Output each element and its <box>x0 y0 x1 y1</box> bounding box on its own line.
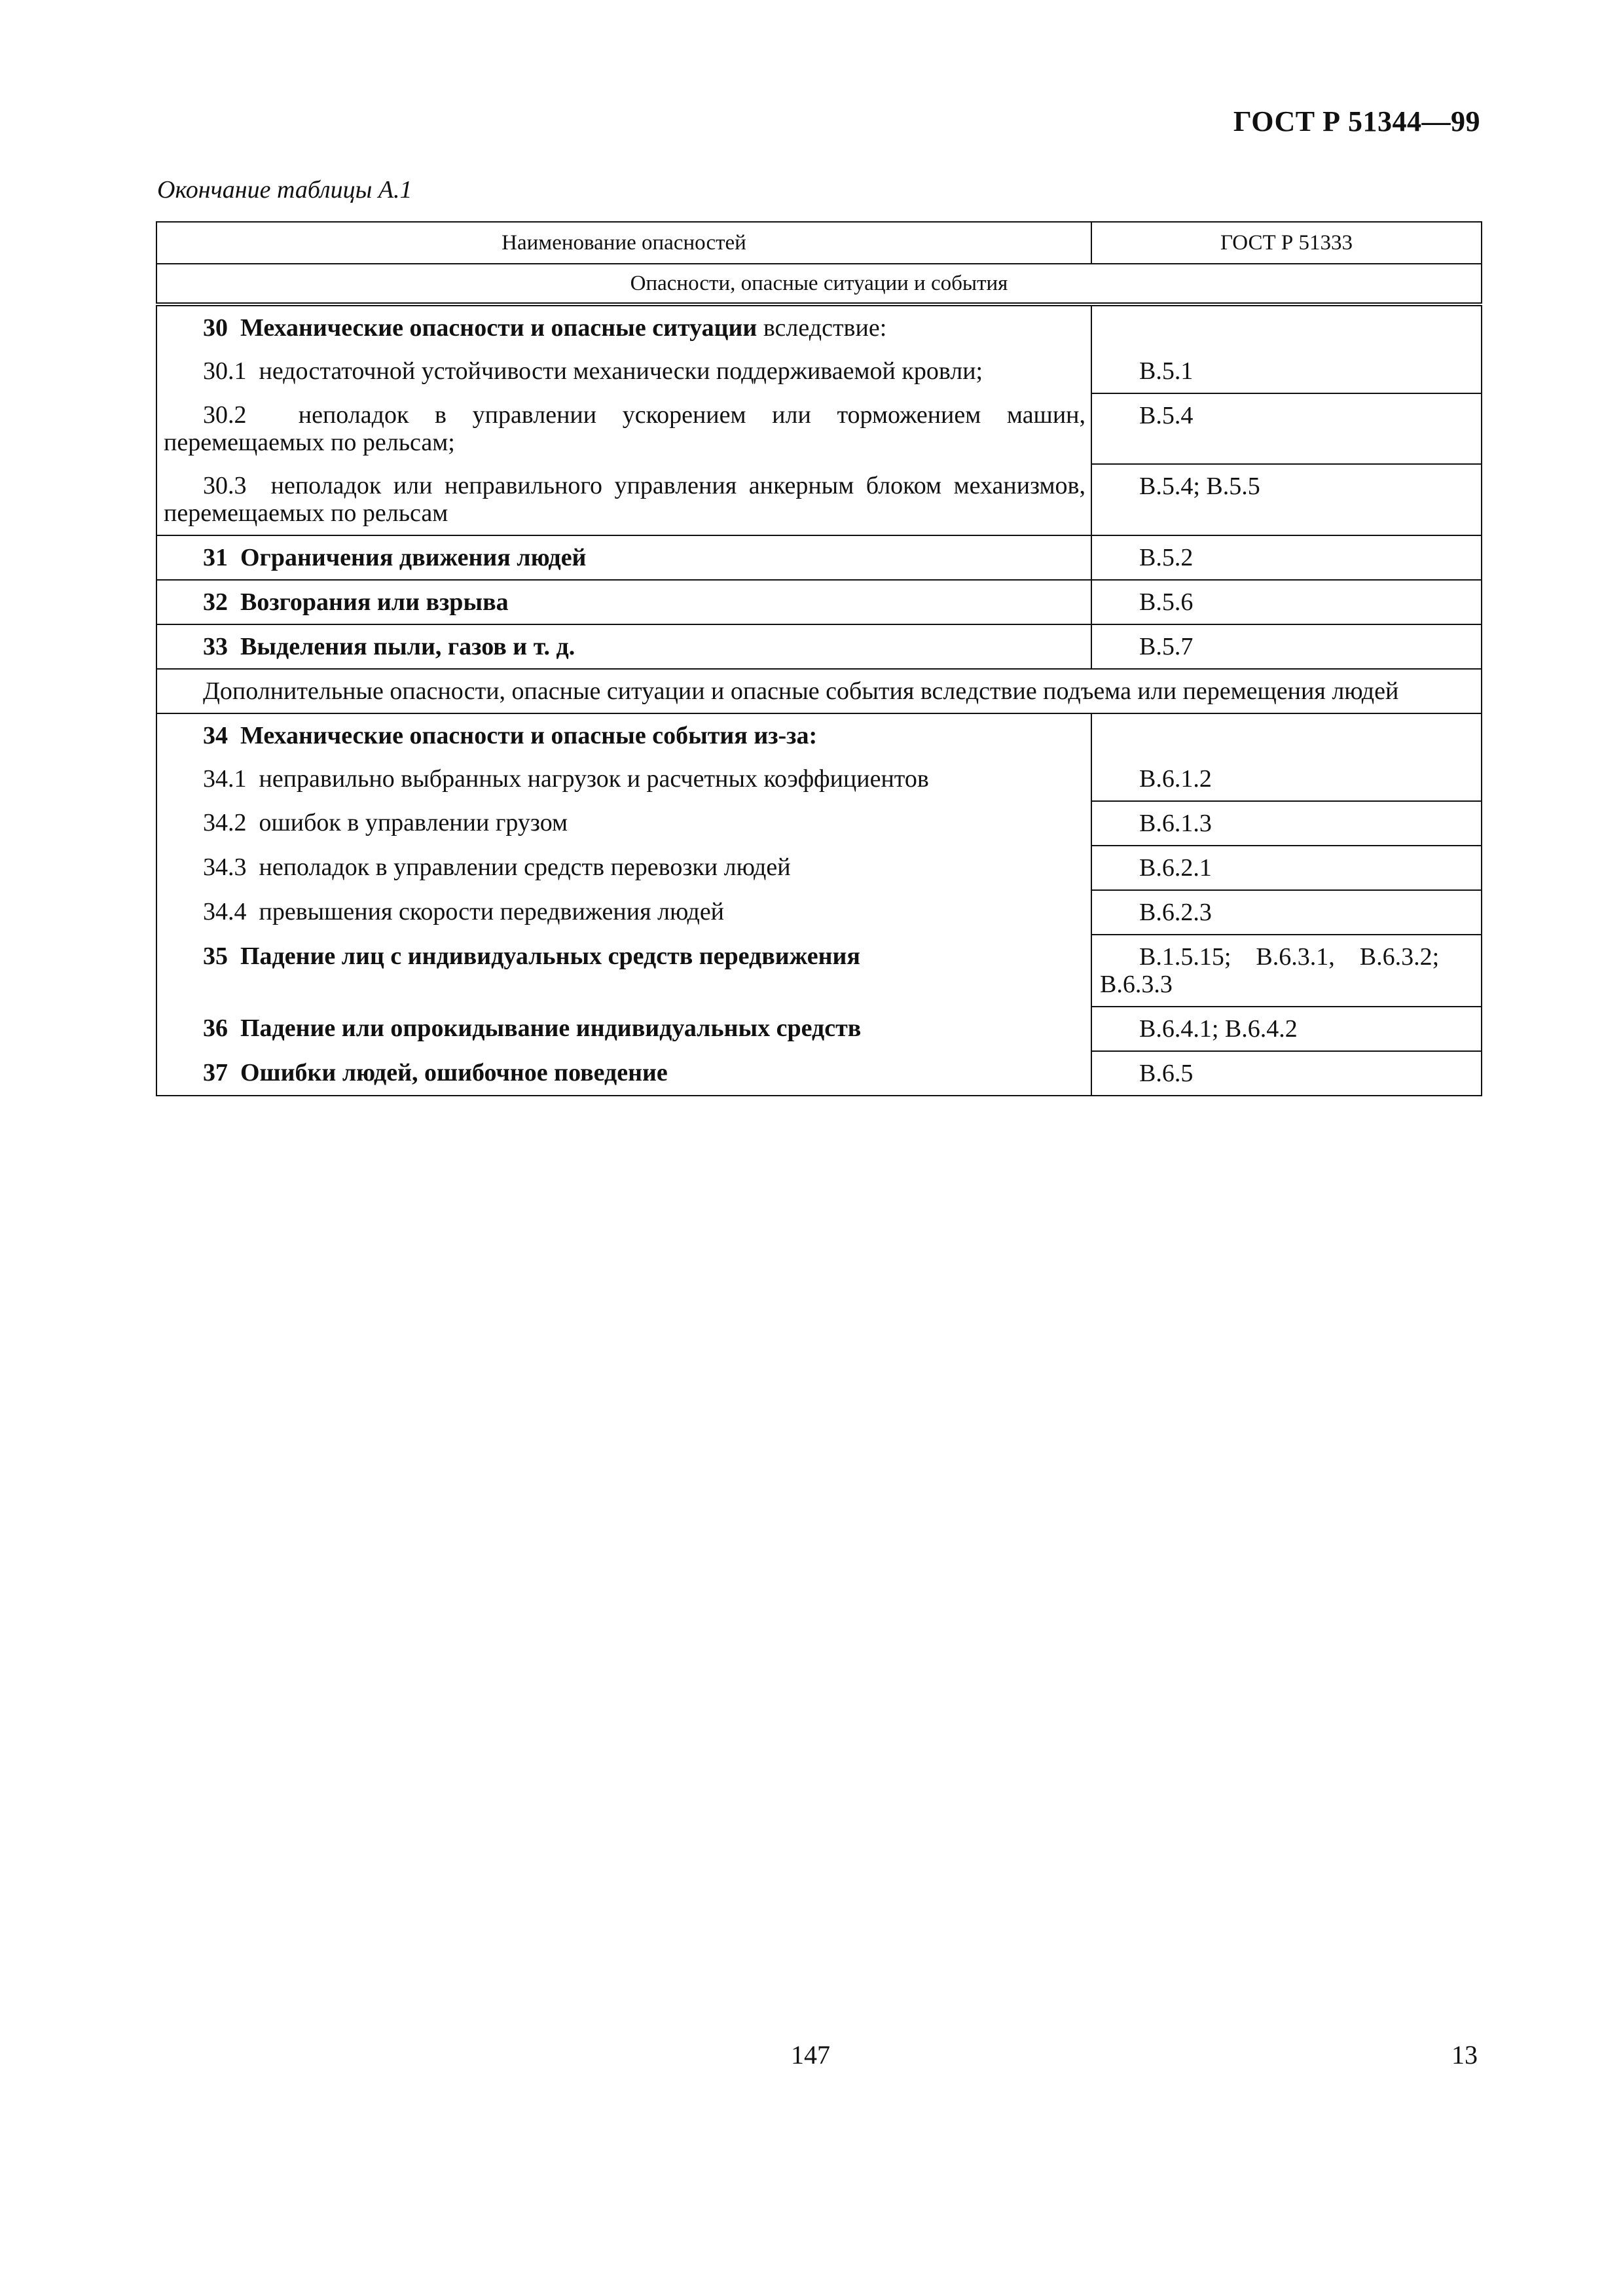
hazard-text: Ограничения движения людей <box>240 544 587 571</box>
table-row <box>156 801 1482 846</box>
standard-reference: В.6.4.1; В.6.4.2 <box>1139 1015 1298 1043</box>
hazard-text: превышения скорости передвижения людей <box>259 898 725 925</box>
hazard-group-34 <box>156 713 1091 757</box>
table-row <box>156 304 1482 350</box>
ref-cell <box>1091 580 1482 624</box>
hazard-number: 34 <box>203 722 228 749</box>
document-code: ГОСТ Р 51344—99 <box>1233 105 1480 137</box>
table-row <box>156 535 1482 580</box>
hazard-number: 30.3 <box>203 472 247 499</box>
hazard-text: недостаточной устойчивости механически поддерживаемой кровли; <box>259 357 983 385</box>
table-row <box>156 1051 1482 1096</box>
hazard-text: Падение или опрокидывание индивидуальных средств <box>240 1014 862 1042</box>
hazard-text: Возгорания или взрыва <box>240 588 509 616</box>
standard-reference: В.6.1.2 <box>1139 765 1212 793</box>
table-row <box>156 1007 1482 1051</box>
hazard-number: 34.2 <box>203 809 247 836</box>
hazard-item <box>156 1051 1091 1096</box>
ref-cell <box>1091 464 1482 535</box>
section-title-lifting <box>156 669 1482 713</box>
ref-cell <box>1091 535 1482 580</box>
hazard-group-30 <box>156 304 1091 350</box>
ref-cell <box>1091 1007 1482 1051</box>
hazard-text: неполадок в управлении ускорением или торможением машин, перемещаемых по рельсам; <box>164 401 1085 456</box>
table-row <box>156 713 1482 757</box>
hazard-item <box>156 580 1091 624</box>
ref-cell <box>1091 846 1482 890</box>
table-row <box>156 580 1482 624</box>
hazard-number: 37 <box>203 1059 228 1086</box>
table-row <box>156 846 1482 890</box>
hazards-table <box>156 221 1482 1096</box>
ref-cell <box>1091 350 1482 393</box>
page-number-right: 13 <box>1451 2040 1478 2070</box>
table-row <box>156 393 1482 464</box>
hazard-number: 35 <box>203 942 228 970</box>
hazard-number: 34.4 <box>203 898 247 925</box>
ref-cell <box>1091 393 1482 464</box>
hazard-item <box>156 890 1091 935</box>
ref-cell <box>1091 757 1482 801</box>
standard-reference: В.1.5.15; В.6.3.1, В.6.3.2; <box>1139 943 1440 971</box>
header-standard-ref: ГОСТ Р 51333 <box>1091 222 1482 264</box>
hazard-number: 34.1 <box>203 765 247 793</box>
standard-reference: В.6.2.1 <box>1139 854 1212 882</box>
standard-reference: В.5.4 <box>1139 402 1194 429</box>
hazard-number: 33 <box>203 633 228 660</box>
standard-reference: В.6.1.3 <box>1139 810 1212 837</box>
hazard-text: неполадок в управлении средств перевозки людей <box>259 853 791 881</box>
standard-reference: В.5.4; В.5.5 <box>1139 473 1260 500</box>
standard-reference: В.6.2.3 <box>1139 899 1212 926</box>
hazard-item <box>156 846 1091 890</box>
ref-cell <box>1091 935 1482 1007</box>
hazard-item <box>156 350 1091 393</box>
standard-reference: В.5.2 <box>1139 544 1194 571</box>
standard-reference: В.6.5 <box>1139 1060 1194 1087</box>
ref-cell-empty <box>1091 713 1482 757</box>
table-row <box>156 935 1482 1007</box>
hazard-number: 30.1 <box>203 357 247 385</box>
hazard-text: Падение лиц с индивидуальных средств передвижения <box>240 942 860 970</box>
hazard-number: 36 <box>203 1014 228 1042</box>
table-row <box>156 757 1482 801</box>
hazard-item <box>156 535 1091 580</box>
hazard-text: Выделения пыли, газов и т. д. <box>240 633 575 660</box>
section-title-hazards: Опасности, опасные ситуации и события <box>156 264 1482 304</box>
section-header-row <box>156 669 1482 713</box>
hazard-item <box>156 801 1091 846</box>
hazard-number: 34.3 <box>203 853 247 881</box>
ref-cell <box>1091 801 1482 846</box>
header-hazard-name: Наименование опасностей <box>156 222 1091 264</box>
page-number-center: 147 <box>791 2040 830 2070</box>
ref-cell <box>1091 890 1482 935</box>
hazard-text: неправильно выбранных нагрузок и расчетных коэффициентов <box>259 765 929 793</box>
hazard-item <box>156 757 1091 801</box>
hazard-item <box>156 935 1091 1007</box>
hazard-item <box>156 393 1091 464</box>
section-text: Дополнительные опасности, опасные ситуации и опасные события вследствие подъема или перемещения людей <box>203 677 1399 705</box>
hazard-number: 30 <box>203 314 228 342</box>
ref-cell <box>1091 624 1482 669</box>
hazard-text: ошибок в управлении грузом <box>259 809 568 836</box>
hazard-item <box>156 464 1091 535</box>
table-header-row <box>156 222 1482 264</box>
table-row <box>156 464 1482 535</box>
table-row <box>156 350 1482 393</box>
ref-cell <box>1091 1051 1482 1096</box>
hazard-text: Ошибки людей, ошибочное поведение <box>240 1059 668 1086</box>
standard-reference-cont: В.6.3.3 <box>1100 971 1173 998</box>
standard-reference: В.5.7 <box>1139 633 1194 660</box>
hazard-title: Механические опасности и опасные события из-за: <box>240 722 818 749</box>
hazard-title-rest: вследствие: <box>757 314 887 342</box>
standard-reference: В.5.6 <box>1139 588 1194 616</box>
section-header-row <box>156 264 1482 304</box>
table-caption: Окончание таблицы А.1 <box>157 176 412 204</box>
hazard-item <box>156 1007 1091 1051</box>
hazard-number: 30.2 <box>203 401 247 429</box>
hazard-title: Механические опасности и опасные ситуации <box>240 314 757 342</box>
table-row <box>156 890 1482 935</box>
standard-reference: В.5.1 <box>1139 357 1194 385</box>
hazard-item <box>156 624 1091 669</box>
hazard-text: неполадок или неправильного управления анкерным блоком механизмов, перемещаемых по рельсам <box>164 472 1085 527</box>
hazard-number: 32 <box>203 588 228 616</box>
ref-cell-empty <box>1091 304 1482 350</box>
table-row <box>156 624 1482 669</box>
hazard-number: 31 <box>203 544 228 571</box>
